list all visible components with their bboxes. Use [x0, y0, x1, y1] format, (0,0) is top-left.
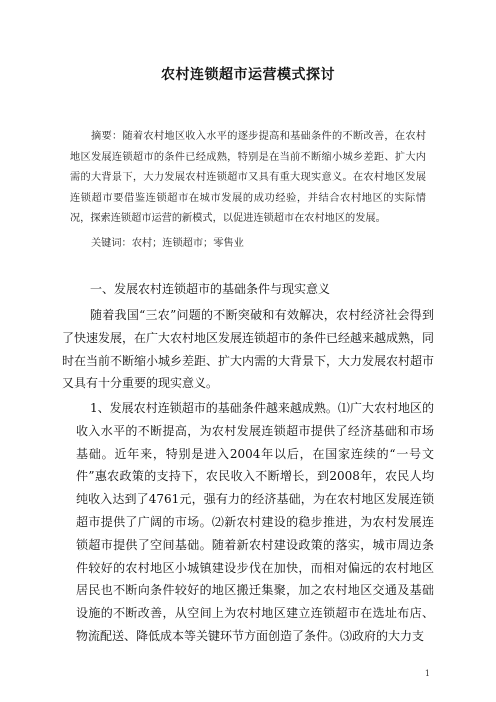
body-paragraph: 1、发展农村连锁超市的基础条件越来越成熟。⑴广大农村地区的收入水平的不断提高，为农村发展连锁超市提供了经济基础和市场基础。近年来，特别是进入2004年以后，在国家连续的“一号文件”惠农政策的支持下，农民收入不断增长，到2008年，农民人均纯收入达到了4761元，强有力的经济基础，为在农村地区发展连锁超市提供了广阔的市场。⑵新农村建设的稳步推进，为农村发展连锁超市提供了空间基础。随着新农村建设政策的落实，城市周边条件较好的农村地区小城镇建设步伐在加快，而相对偏远的农村地区居民也不断向条件较好的地区搬迁集聚，加之农村地区交通及基础设施的不断改善，从空间上为农村地区建立连锁超市在选址布店、物流配送、降低成本等关键环节方面创造了条件。⑶政府的大力支: [76, 401, 434, 643]
page-title: 农村连锁超市运营模式探讨: [161, 67, 335, 83]
abstract-paragraph: 摘要：随着农村地区收入水平的逐步提高和基础条件的不断改善，在农村地区发展连锁超市的条件已经成熟，特别是在当前不断缩小城乡差距、扩大内需的大背景下，大力发展农村连锁超市又具有重大现实意义。在农村地区发展连锁超市要借鉴连锁超市在城市发展的成功经验，并结合农村地区的实际情况，探索连锁超市运营的新模式，以促进连锁超市在农村地区的发展。: [70, 131, 426, 224]
body-paragraph: 随着我国“三农”问题的不断突破和有效解决，农村经济社会得到了快速发展，在广大农村地区发展连锁超市的条件已经越来越成熟，同时在当前不断缩小城乡差距、扩大内需的大背景下，大力发展农村超市又具有十分重要的现实意义。: [62, 308, 435, 391]
keywords-line: 关键词：农村；连锁超市；零售业: [91, 238, 244, 249]
page-number: 1: [424, 669, 430, 678]
section-heading: 一、发展农村连锁超市的基础条件与现实意义: [90, 282, 331, 296]
